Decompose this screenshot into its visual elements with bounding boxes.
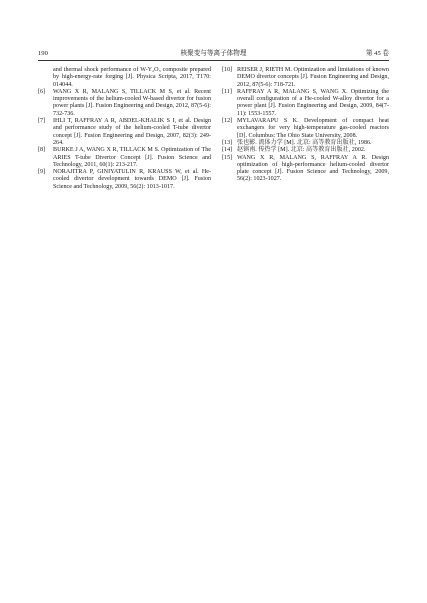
reference-item [38, 118, 211, 147]
reference-number: [11] [222, 88, 232, 95]
header-rule [38, 60, 389, 61]
reference-item [222, 118, 389, 140]
journal-title: 核聚变与等离子体物理 [180, 50, 247, 57]
reference-number: [12] [222, 118, 233, 125]
page-number: 190 [38, 50, 48, 57]
reference-list-right [222, 67, 389, 184]
references-right-column [222, 67, 389, 184]
reference-text: NORAJITRA P, GINIYATULIN R, KRAUSS W, et al. He-cooled divertor development towards DEMO [J]. Fusion Science and Technology, 2009, 56(2): 1013-1017. [53, 169, 211, 190]
reference-text: MYLAVARAPU S K. Development of compact heat exchangers for very high-temperature gas-cooled reactors [D]. Columbus: The Ohio State University, 2008. [237, 118, 389, 139]
reference-number: [6] [38, 88, 46, 95]
reference-number: [14] [222, 147, 233, 154]
reference-number: [10] [222, 67, 233, 73]
volume-label: 第 45 卷 [365, 50, 389, 57]
reference-item [222, 67, 389, 89]
page-header [38, 49, 389, 59]
reference-number: [7] [38, 118, 46, 125]
reference-text: BURKE J A, WANG X R, TILLACK M S. Optimization of The ARIES T-tube Divertor Concept [J]. Fusion Science and Technology, 2011, 60(1): 213-217. [53, 147, 211, 168]
reference-item [38, 89, 211, 118]
reference-number: [15] [222, 154, 233, 161]
reference-text: WANG X R, MALANG S, TILLACK M S, et al. Recent improvements of the helium-cooled W-based divertor for fusion power plants [J]. Fusion Engineering and Design, 2012, 87(5-6): 732-736. [53, 88, 211, 117]
reference-text: IHLI T, RAFFRAY A R, ABDEL-KHALIK S I, et al. Design and performance study of the helium-cooled T-tube divertor concept [J]. Fusion Engineering and Design, 2007, 82(3): 249-264. [53, 118, 211, 146]
reference-item [222, 155, 389, 184]
reference-text: RAFFRAY A R, MALANG S, WANG X. Optimizing the overall configuration of a He-cooled W-alloy divertor for a power plant [J]. Fusion Engineering and Design, 2009, 84(7-11): 1553-1557. [237, 88, 389, 117]
reference-text: REISER J, RIETH M. Optimization and limitations of known DEMO divertor concepts [J]. Fusion Engineering and Design, 2012, 87(5-6): 718-721. [237, 67, 389, 88]
references-left-column [38, 67, 211, 191]
reference-number: [8] [38, 147, 46, 154]
reference-item [222, 89, 389, 118]
reference-item [222, 147, 389, 154]
reference-text: WANG X R, MALANG S, RAFFRAY A R. Design optimization of high-performance helium-cooled divertor plate concept [J]. Fusion Science and Technology, 2009, 56(2): 1023-1027. [237, 154, 389, 183]
reference-text: 赵镇南. 传热学 [M]. 北京: 高等教育出版社, 2002. [237, 147, 366, 154]
reference-continuation: and thermal shock performance of W-Y₂O₃ composite prepared by high-energy-rate forging [J]. Physica Scripta, 2017, T170: 014044. [53, 67, 211, 88]
reference-text: 张也影. 流体力学 [M]. 北京: 高等教育出版社, 1986. [237, 139, 372, 146]
reference-item [38, 147, 211, 169]
reference-number: [13] [222, 139, 233, 146]
reference-list-left [38, 89, 211, 191]
reference-item [38, 169, 211, 191]
reference-number: [9] [38, 169, 46, 176]
